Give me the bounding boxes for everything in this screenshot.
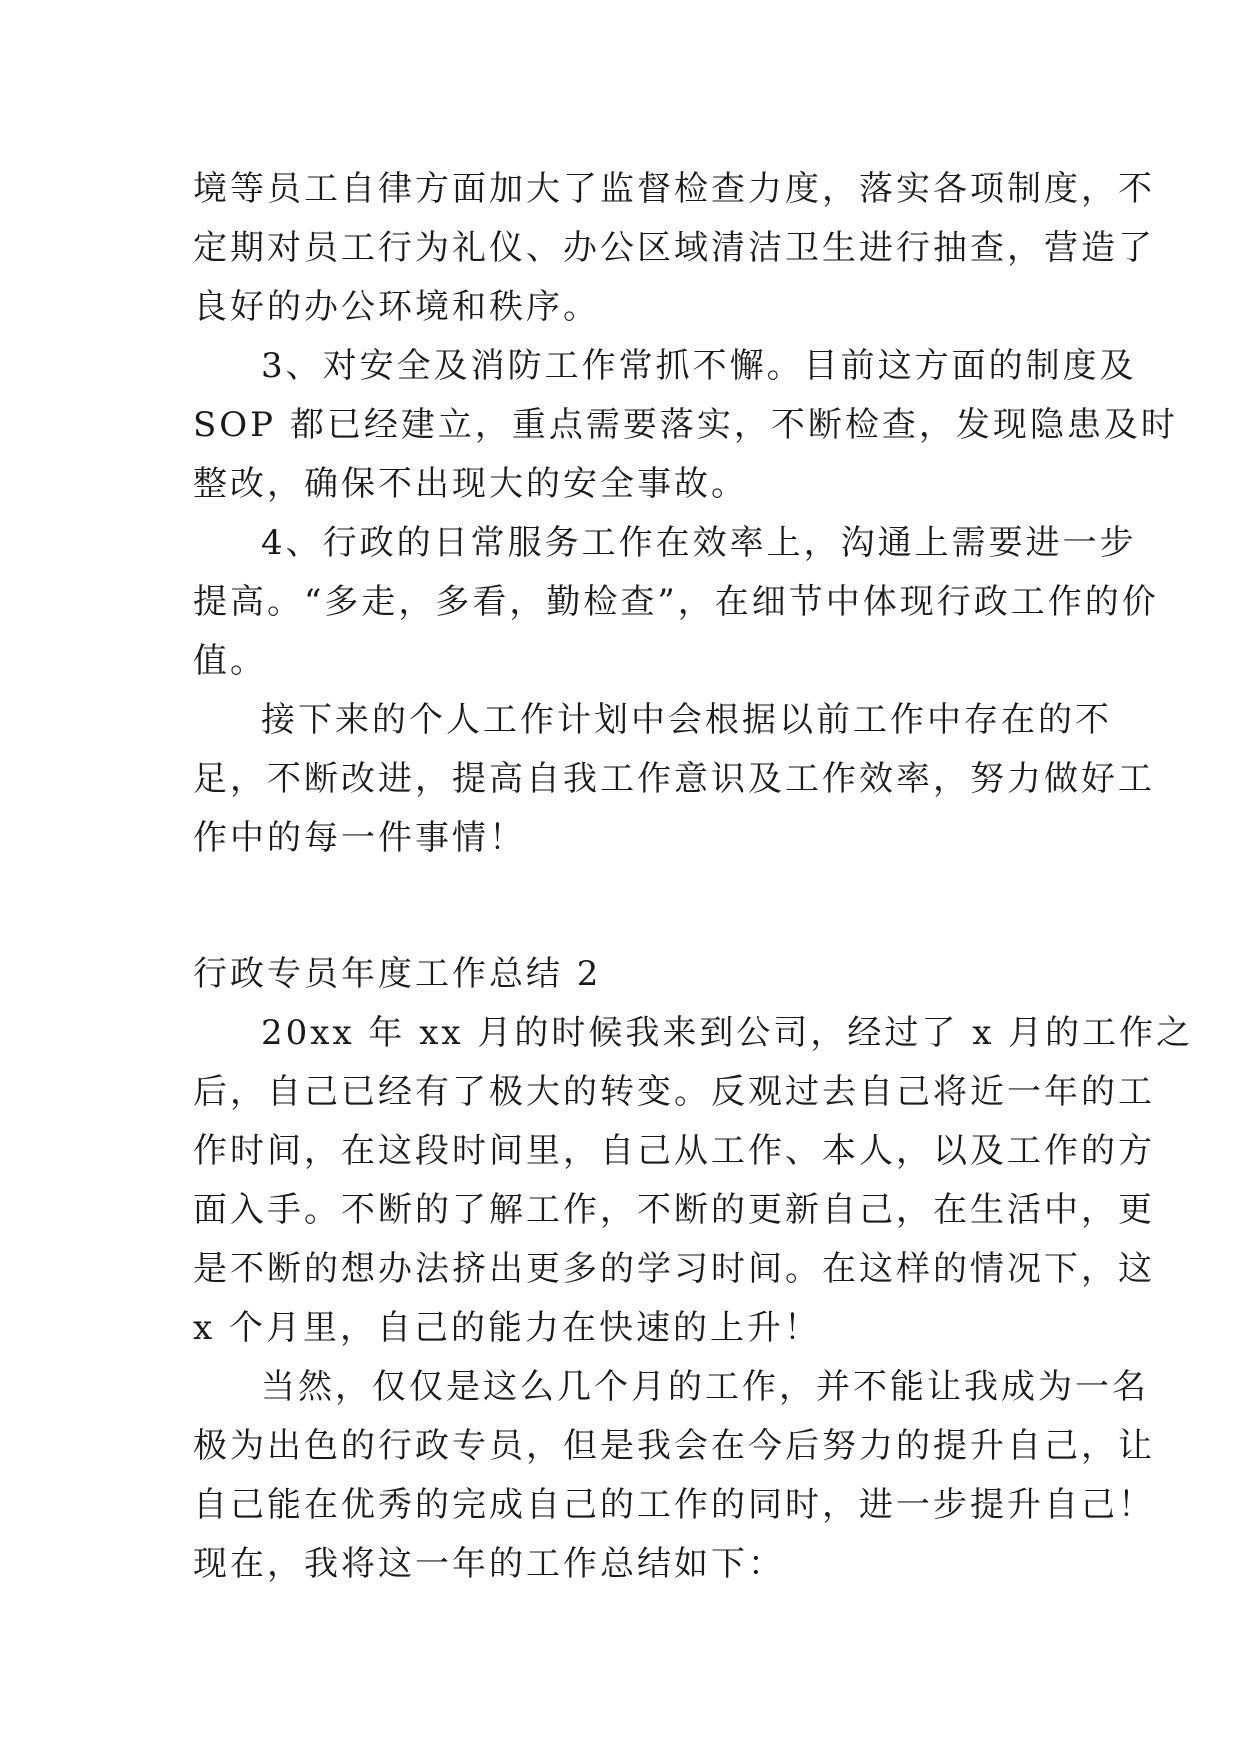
paragraph-line: 提高。“多走，多看，勤检查”，在细节中体现行政工作的价 <box>193 582 1159 622</box>
paragraph-line: SOP 都已经建立，重点需要落实，不断检查，发现隐患及时 <box>193 405 1178 445</box>
paragraph-line: 20xx 年 xx 月的时候我来到公司，经过了 x 月的工作之 <box>261 1013 1194 1053</box>
paragraph-line: 定期对员工行为礼仪、办公区域清洁卫生进行抽查，营造了 <box>193 228 1155 268</box>
paragraph-line: 现在，我将这一年的工作总结如下： <box>193 1544 785 1584</box>
paragraph-line: 面入手。不断的了解工作，不断的更新自己，在生活中，更 <box>193 1190 1155 1230</box>
paragraph-line: 当然，仅仅是这么几个月的工作，并不能让我成为一名 <box>261 1367 1149 1407</box>
paragraph-line: 足，不断改进，提高自我工作意识及工作效率，努力做好工 <box>193 759 1155 799</box>
section-gap <box>193 868 1053 945</box>
paragraph-line: 4、行政的日常服务工作在效率上，沟通上需要进一步 <box>261 523 1137 563</box>
paragraph-line: 作时间，在这段时间里，自己从工作、本人，以及工作的方 <box>193 1131 1155 1171</box>
paragraph-line: 3、对安全及消防工作常抓不懈。目前这方面的制度及 <box>261 346 1137 386</box>
paragraph-line: 是不断的想办法挤出更多的学习时间。在这样的情况下，这 <box>193 1249 1155 1289</box>
paragraph-line: x 个月里，自己的能力在快速的上升！ <box>193 1308 821 1348</box>
paragraph-line: 极为出色的行政专员，但是我会在今后努力的提升自己，让 <box>193 1426 1155 1466</box>
paragraph-line: 整改，确保不出现大的安全事故。 <box>193 464 748 504</box>
paragraph-line: 境等员工自律方面加大了监督检查力度，落实各项制度，不 <box>193 169 1155 209</box>
paragraph-line: 后，自己已经有了极大的转变。反观过去自己将近一年的工 <box>193 1072 1155 1112</box>
paragraph-line: 值。 <box>193 641 267 681</box>
paragraph-line: 良好的办公环境和秩序。 <box>193 287 600 327</box>
paragraph-line: 接下来的个人工作计划中会根据以前工作中存在的不 <box>261 700 1112 740</box>
document-body <box>193 160 1194 1594</box>
section-heading: 行政专员年度工作总结 2 <box>193 954 602 994</box>
paragraph-line: 作中的每一件事情！ <box>193 818 526 858</box>
paragraph-line: 自己能在优秀的完成自己的工作的同时，进一步提升自己！ <box>193 1485 1155 1525</box>
